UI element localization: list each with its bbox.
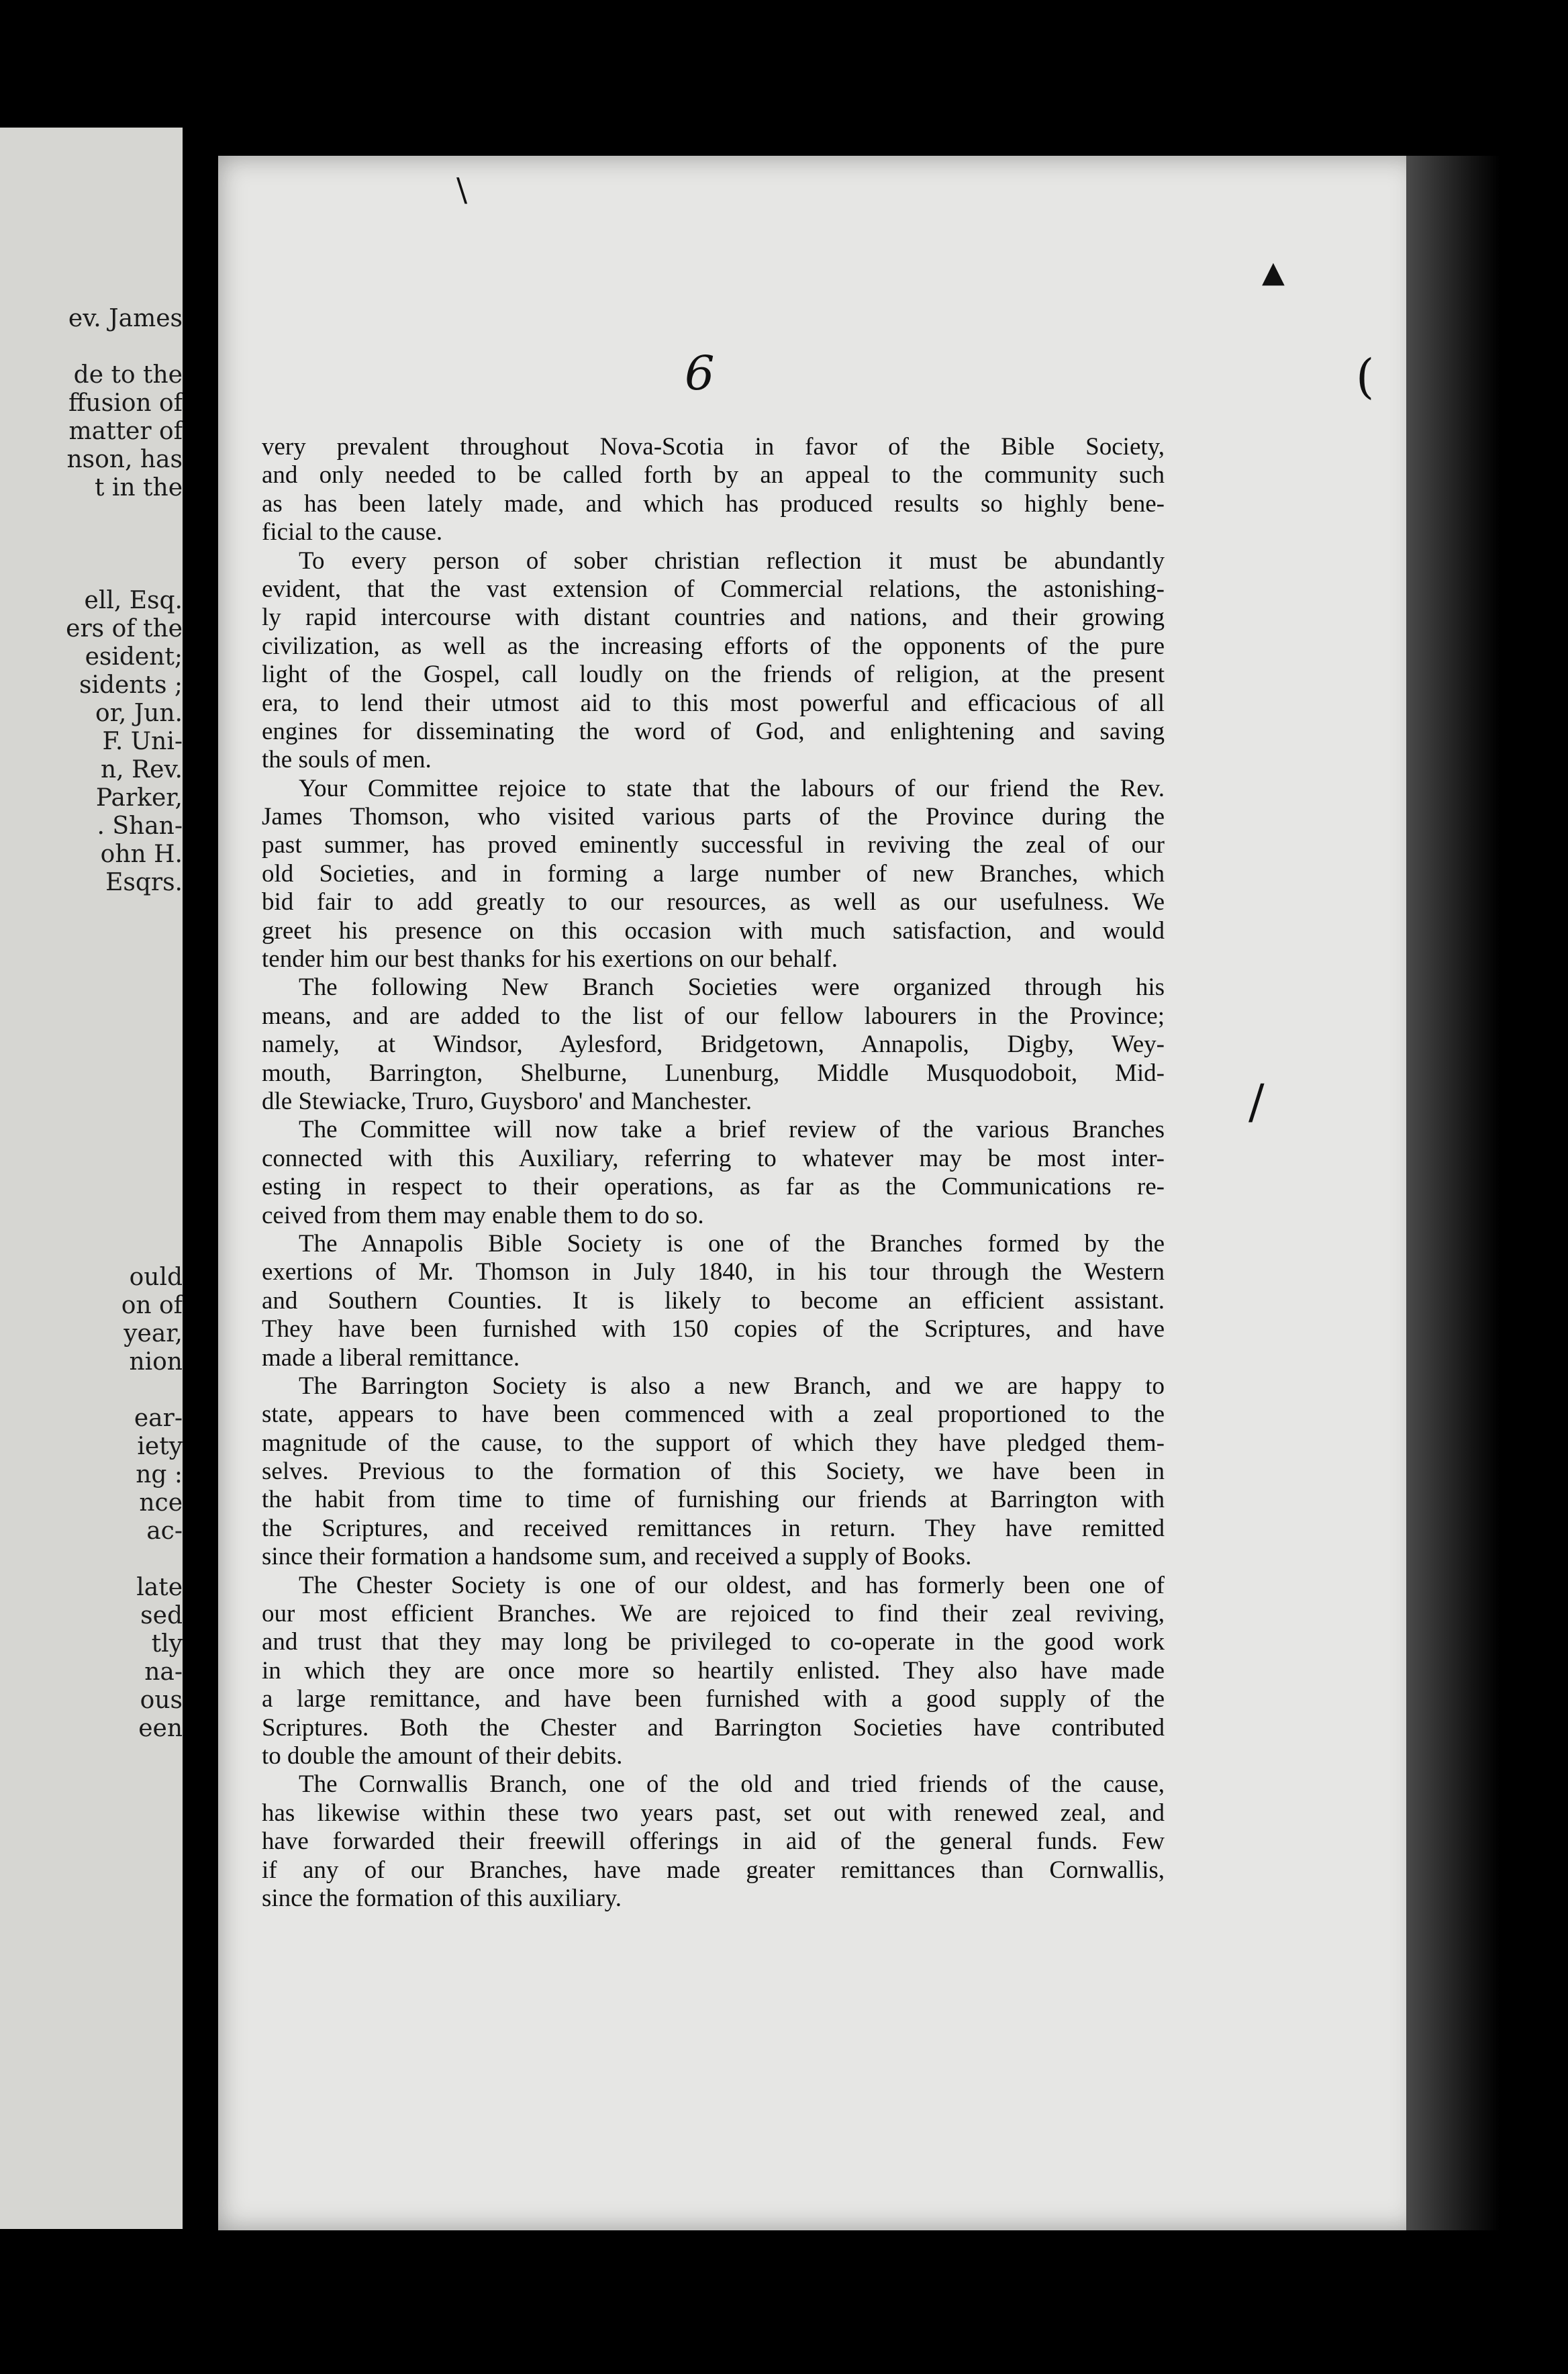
- left-page-line: n, Rev.: [101, 756, 183, 784]
- left-page-line: ers of the: [66, 615, 183, 643]
- text-line: old Societies, and in forming a large number of new Branches, which: [262, 859, 1165, 888]
- left-page-fragment: [0, 128, 183, 2229]
- text-line: greet his presence on this occasion with much satisfaction, and would: [262, 916, 1165, 945]
- left-page-line: F. Uni-: [102, 728, 183, 755]
- text-line: made a liberal remittance.: [262, 1343, 520, 1372]
- text-line: The following New Branch Societies were organized through his: [299, 974, 1165, 1002]
- text-line: The Cornwallis Branch, one of the old and tried friends of the cause,: [299, 1770, 1165, 1799]
- left-page-line: sidents ;: [79, 671, 183, 699]
- text-line: to double the amount of their debits.: [262, 1742, 623, 1770]
- text-line: very prevalent throughout Nova-Scotia in favor of the Bible Society,: [262, 433, 1165, 461]
- text-line: tender him our best thanks for his exertions on our behalf.: [262, 945, 838, 974]
- text-line: the habit from time to time of furnishing our friends at Barrington with: [262, 1486, 1165, 1514]
- left-page-line: een: [138, 1715, 183, 1742]
- text-line: The Committee will now take a brief review of the various Branches: [299, 1116, 1165, 1144]
- text-line: Your Committee rejoice to state that the labours of our friend the Rev.: [299, 774, 1165, 802]
- left-page-line: ell, Esq.: [84, 587, 183, 614]
- left-page-line: ev. James: [68, 305, 183, 332]
- text-line: civilization, as well as the increasing efforts of the opponents of the pure: [262, 632, 1165, 660]
- stray-mark: ▲: [1262, 255, 1285, 289]
- left-page-line: Parker,: [95, 784, 183, 812]
- text-line: has likewise within these two years past, set out with renewed zeal, and: [262, 1799, 1165, 1827]
- body-text: [262, 433, 1165, 1913]
- stray-mark: (: [1356, 349, 1375, 404]
- text-line: Scriptures. Both the Chester and Barrington Societies have contributed: [262, 1713, 1165, 1742]
- text-line: To every person of sober christian reflection it must be abundantly: [299, 547, 1165, 575]
- left-page-line: year,: [124, 1320, 183, 1347]
- page-edge-shadow: [1406, 156, 1500, 2230]
- text-line: the souls of men.: [262, 746, 432, 774]
- text-line: and only needed to be called forth by an appeal to the community such: [262, 461, 1165, 489]
- left-page-line: . Shan-: [97, 812, 183, 840]
- text-line: The Barrington Society is also a new Branch, and we are happy to: [299, 1372, 1165, 1400]
- text-line: as has been lately made, and which has produced results so highly bene-: [262, 489, 1165, 518]
- left-page-line: de to the: [73, 361, 183, 389]
- text-line: mouth, Barrington, Shelburne, Lunenburg, Middle Musquodoboit, Mid-: [262, 1059, 1165, 1087]
- text-line: since the formation of this auxiliary.: [262, 1884, 622, 1912]
- text-line: and trust that they may long be privileged to co-operate in the good work: [262, 1628, 1165, 1656]
- left-page-line: Esqrs.: [105, 869, 183, 896]
- text-line: and Southern Counties. It is likely to become an efficient assistant.: [262, 1286, 1165, 1315]
- stray-mark: /: [1248, 1074, 1265, 1129]
- text-line: dle Stewiacke, Truro, Guysboro' and Manchester.: [262, 1087, 752, 1115]
- text-line: engines for disseminating the word of God, and enlightening and saving: [262, 717, 1165, 745]
- left-page-line: t in the: [94, 474, 183, 502]
- page-number: 6: [685, 346, 715, 401]
- text-line: The Annapolis Bible Society is one of the Branches formed by the: [299, 1229, 1165, 1257]
- text-line: magnitude of the cause, to the support of which they have pledged them-: [262, 1429, 1165, 1457]
- left-page-line: or, Jun.: [95, 700, 183, 727]
- text-line: have forwarded their freewill offerings in aid of the general funds. Few: [262, 1827, 1165, 1856]
- left-page-line: ould: [129, 1264, 183, 1291]
- text-line: if any of our Branches, have made greater remittances than Cornwallis,: [262, 1856, 1165, 1884]
- text-line: bid fair to add greatly to our resources, as well as our usefulness. We: [262, 888, 1165, 916]
- left-page-line: iety: [137, 1433, 183, 1460]
- left-page-line: matter of: [68, 418, 183, 445]
- left-page-line: ear-: [134, 1405, 183, 1432]
- left-page-line: sed: [140, 1602, 183, 1629]
- text-line: namely, at Windsor, Aylesford, Bridgetown, Annapolis, Digby, Wey-: [262, 1031, 1165, 1059]
- left-page-line: ohn H.: [100, 841, 183, 868]
- left-page-line: na-: [144, 1658, 183, 1686]
- text-line: era, to lend their utmost aid to this most powerful and efficacious of all: [262, 689, 1165, 717]
- text-line: in which they are once more so heartily enlisted. They also have made: [262, 1656, 1165, 1684]
- text-line: state, appears to have been commenced with a zeal proportioned to the: [262, 1400, 1165, 1429]
- left-page-line: nion: [129, 1348, 183, 1376]
- text-line: exertions of Mr. Thomson in July 1840, in his tour through the Western: [262, 1258, 1165, 1286]
- left-page-line: late: [136, 1574, 183, 1601]
- left-page-line: tly: [151, 1630, 183, 1658]
- text-line: ly rapid intercourse with distant countries and nations, and their growing: [262, 604, 1165, 632]
- left-page-line: ous: [140, 1687, 183, 1714]
- text-line: connected with this Auxiliary, referring to whatever may be most inter-: [262, 1144, 1165, 1172]
- left-page-line: esident;: [85, 643, 183, 671]
- text-line: light of the Gospel, call loudly on the friends of religion, at the present: [262, 661, 1165, 689]
- text-line: They have been furnished with 150 copies of the Scriptures, and have: [262, 1315, 1165, 1343]
- text-line: since their formation a handsome sum, and received a supply of Books.: [262, 1543, 972, 1571]
- text-line: our most efficient Branches. We are rejoiced to find their zeal reviving,: [262, 1600, 1165, 1628]
- text-line: means, and are added to the list of our fellow labourers in the Province;: [262, 1002, 1165, 1030]
- left-page-line: ffusion of: [68, 389, 183, 417]
- left-page-line: ng :: [136, 1461, 183, 1488]
- text-line: The Chester Society is one of our oldest, and has formerly been one of: [299, 1571, 1165, 1599]
- text-line: selves. Previous to the formation of this Society, we have been in: [262, 1458, 1165, 1486]
- left-page-line: nce: [139, 1489, 183, 1517]
- text-line: a large remittance, and have been furnished with a good supply of the: [262, 1685, 1165, 1713]
- text-line: esting in respect to their operations, as far as the Communications re-: [262, 1173, 1165, 1201]
- text-line: past summer, has proved eminently successful in reviving the zeal of our: [262, 831, 1165, 859]
- text-line: the Scriptures, and received remittances in return. They have remitted: [262, 1514, 1165, 1542]
- left-page-line: ac-: [146, 1517, 183, 1545]
- stray-mark: \: [456, 171, 468, 209]
- text-line: evident, that the vast extension of Commercial relations, the astonishing-: [262, 575, 1165, 603]
- text-line: James Thomson, who visited various parts of the Province during the: [262, 803, 1165, 831]
- left-page-line: on of: [121, 1292, 183, 1319]
- text-line: ceived from them may enable them to do so.: [262, 1201, 704, 1229]
- left-page-line: nson, has: [66, 446, 183, 473]
- text-line: ficial to the cause.: [262, 518, 443, 547]
